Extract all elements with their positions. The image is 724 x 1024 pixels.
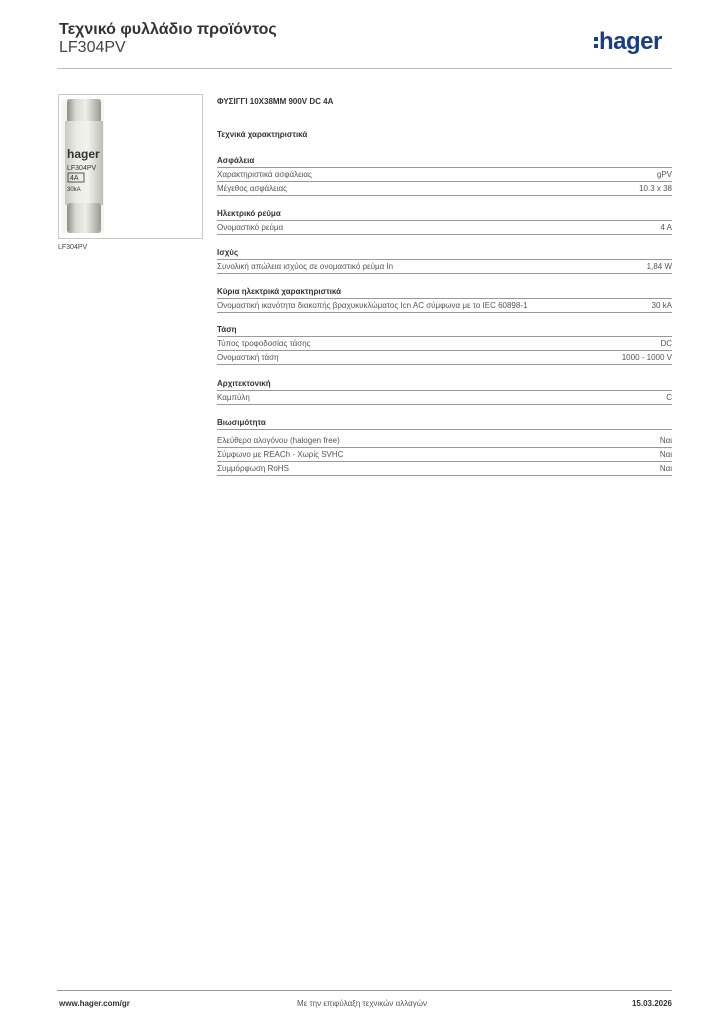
spec-section	[217, 324, 672, 365]
section-title: Κύρια ηλεκτρικά χαρακτηριστικά	[217, 286, 672, 299]
spec-label: Χαρακτηριστικά ασφάλειας	[217, 170, 312, 179]
spec-value: DC	[660, 339, 672, 348]
spec-section	[217, 378, 672, 405]
spec-row	[217, 260, 672, 274]
spec-value: gPV	[656, 170, 672, 179]
footer-date: 15.03.2026	[631, 999, 672, 1008]
section-title: Τάση	[217, 324, 672, 337]
spec-label: Ονομαστική τάση	[217, 353, 279, 362]
spec-row	[217, 182, 672, 196]
spec-value: 10.3 x 38	[639, 184, 672, 193]
product-image	[58, 94, 203, 239]
section-title: Ηλεκτρικό ρεύμα	[217, 208, 672, 221]
section-title: Ισχύς	[217, 247, 672, 260]
spec-section	[217, 208, 672, 235]
spec-row	[217, 391, 672, 405]
logo-dots-icon	[594, 37, 598, 48]
section-title: Ασφάλεια	[217, 155, 672, 168]
logo-text: hager	[599, 28, 662, 55]
page-title: Τεχνικό φυλλάδιο προϊόντος	[59, 21, 277, 38]
spec-label: Συνολική απώλεια ισχύος σε ονομαστικό ρεύμα In	[217, 262, 394, 271]
fuse-brand-text: hager	[67, 147, 100, 161]
fuse-breaking-text: 30kA	[67, 187, 81, 193]
footer-divider	[57, 990, 672, 991]
product-description: ΦΥΣΙΓΓΙ 10X38MM 900V DC 4A	[217, 97, 334, 106]
spec-label: Συμμόρφωση RoHS	[217, 464, 289, 473]
section-title: Βιωσιμότητα	[217, 417, 672, 430]
fuse-code-text: LF304PV	[67, 165, 97, 172]
spec-row	[217, 299, 672, 313]
spec-label: Τύπος τροφοδοσίας τάσης	[217, 339, 311, 348]
spec-value: Ναι	[659, 450, 672, 459]
footer-disclaimer: Με την επιφύλαξη τεχνικών αλλαγών	[297, 999, 427, 1008]
spec-row	[217, 168, 672, 182]
hager-logo	[594, 27, 662, 57]
spec-label: Μέγεθος ασφάλειας	[217, 184, 287, 193]
specs-heading: Τεχνικά χαρακτηριστικά	[217, 130, 308, 139]
spec-label: Ονομαστική ικανότητα διακοπής βραχυκυκλώματος Icn AC σύμφωνα με το IEC 60898-1	[217, 301, 528, 310]
spec-label: Σύμφωνο με REACh - Χωρίς SVHC	[217, 450, 344, 459]
spec-section	[217, 417, 672, 476]
spec-row	[217, 337, 672, 351]
section-title: Αρχιτεκτονική	[217, 378, 672, 391]
spec-value: Ναι	[659, 464, 672, 473]
spec-value: Ναι	[659, 436, 672, 445]
spec-section	[217, 155, 672, 196]
spec-row	[217, 434, 672, 448]
spec-row	[217, 448, 672, 462]
fuse-rating-text: 4A	[70, 175, 79, 182]
spec-row	[217, 462, 672, 476]
spec-value: 30 kA	[651, 301, 672, 310]
spec-label: Καμπύλη	[217, 393, 250, 402]
header-divider	[57, 68, 672, 69]
spec-row	[217, 221, 672, 235]
spec-label: Ονομαστικό ρεύμα	[217, 223, 284, 232]
spec-row	[217, 351, 672, 365]
spec-value: C	[666, 393, 672, 402]
product-code: LF304PV	[59, 39, 126, 56]
spec-value: 1000 - 1000 V	[621, 353, 672, 362]
fuse-illustration-icon	[59, 95, 202, 238]
spec-value: 1,84 W	[646, 262, 672, 271]
spec-section	[217, 286, 672, 313]
image-caption: LF304PV	[58, 244, 88, 251]
spec-label: Ελεύθερο αλογόνου (halogen free)	[217, 436, 340, 445]
footer-website-link[interactable]: www.hager.com/gr	[59, 999, 130, 1008]
spec-value: 4 A	[660, 223, 672, 232]
spec-section	[217, 247, 672, 274]
